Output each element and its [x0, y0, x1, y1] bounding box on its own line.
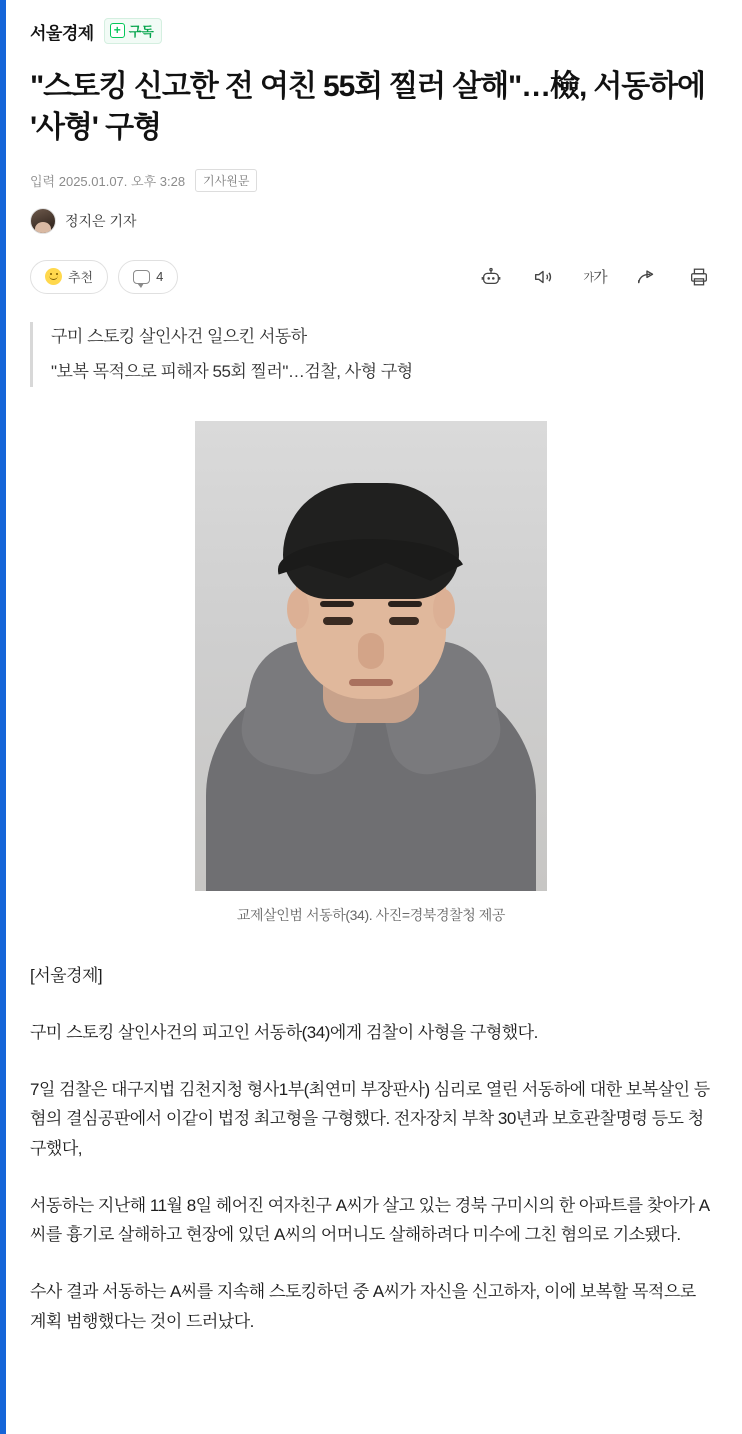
meta-row: [30, 169, 712, 192]
action-bar-left: [30, 260, 178, 294]
plus-icon: +: [110, 23, 125, 38]
speaker-icon[interactable]: [530, 264, 556, 290]
body-paragraph: 서동하는 지난해 11월 8일 헤어진 여자친구 A씨가 살고 있는 경북 구미시의 한 아파트를 찾아가 A씨를 흉기로 살해하고 현장에 있던 A씨의 어머니도 살해하려다 미수에 그친 혐의로 기소됐다.: [30, 1195, 710, 1245]
figure-caption: 교제살인범 서동하(34). 사진=경북경찰청 제공: [236, 906, 506, 923]
action-bar: [30, 260, 712, 294]
byline-name[interactable]: 정지은 기자: [65, 212, 137, 229]
accent-bar: [0, 0, 6, 1434]
body-paragraph: 7일 검찰은 대구지법 김천지청 형사1부(최연미 부장판사) 심리로 열린 서동하에 대한 보복살인 등 혐의 결심공판에서 이같이 법정 최고형을 구형했다. 전자장치 부착 30년과 보호관찰명령 등도 청구했다,: [30, 1080, 710, 1158]
share-icon[interactable]: [634, 264, 660, 290]
published-date: 입력 2025.01.07. 오후 3:28: [30, 173, 186, 189]
original-article-button[interactable]: 기사원문: [195, 169, 257, 192]
comment-count: 4: [156, 269, 164, 285]
recommend-button[interactable]: [30, 260, 108, 294]
recommend-label: 추천: [68, 270, 94, 286]
article-body: [30, 961, 712, 1336]
comment-button[interactable]: [118, 260, 178, 294]
publisher-row: [30, 18, 712, 44]
subscribe-label: 구독: [128, 24, 154, 39]
robot-icon[interactable]: [478, 264, 504, 290]
summary-line-2: "보복 목적으로 피해자 55회 찔러"…검찰, 사형 구형: [51, 362, 413, 382]
body-paragraph: 구미 스토킹 살인사건의 피고인 서동하(34)에게 검찰이 사형을 구형했다.: [30, 1023, 538, 1043]
byline-row: [30, 208, 712, 234]
comment-bubble-icon: [133, 270, 150, 284]
text-size-icon[interactable]: 가 가: [583, 269, 607, 287]
action-bar-right: [478, 264, 712, 290]
summary-line-1: 구미 스토킹 살인사건 일으킨 서동하: [51, 326, 307, 346]
suspect-photo: [195, 421, 547, 891]
body-paragraph: 수사 결과 서동하는 A씨를 지속해 스토킹하던 중 A씨가 자신을 신고하자, 이에 보복할 목적으로 계획 범행했다는 것이 드러났다.: [30, 1282, 696, 1331]
page-title: "스토킹 신고한 전 여친 55회 찔러 살해"…檢, 서동하에 '사형' 구형: [30, 70, 705, 145]
avatar: [30, 208, 56, 234]
body-paragraph: [서울경제]: [30, 965, 103, 985]
publisher-name[interactable]: 서울경제: [30, 23, 94, 43]
article-figure: [30, 421, 712, 925]
summary-block: [30, 322, 712, 387]
smiley-icon: [45, 268, 62, 285]
subscribe-button[interactable]: [104, 18, 162, 44]
print-icon[interactable]: [686, 264, 712, 290]
